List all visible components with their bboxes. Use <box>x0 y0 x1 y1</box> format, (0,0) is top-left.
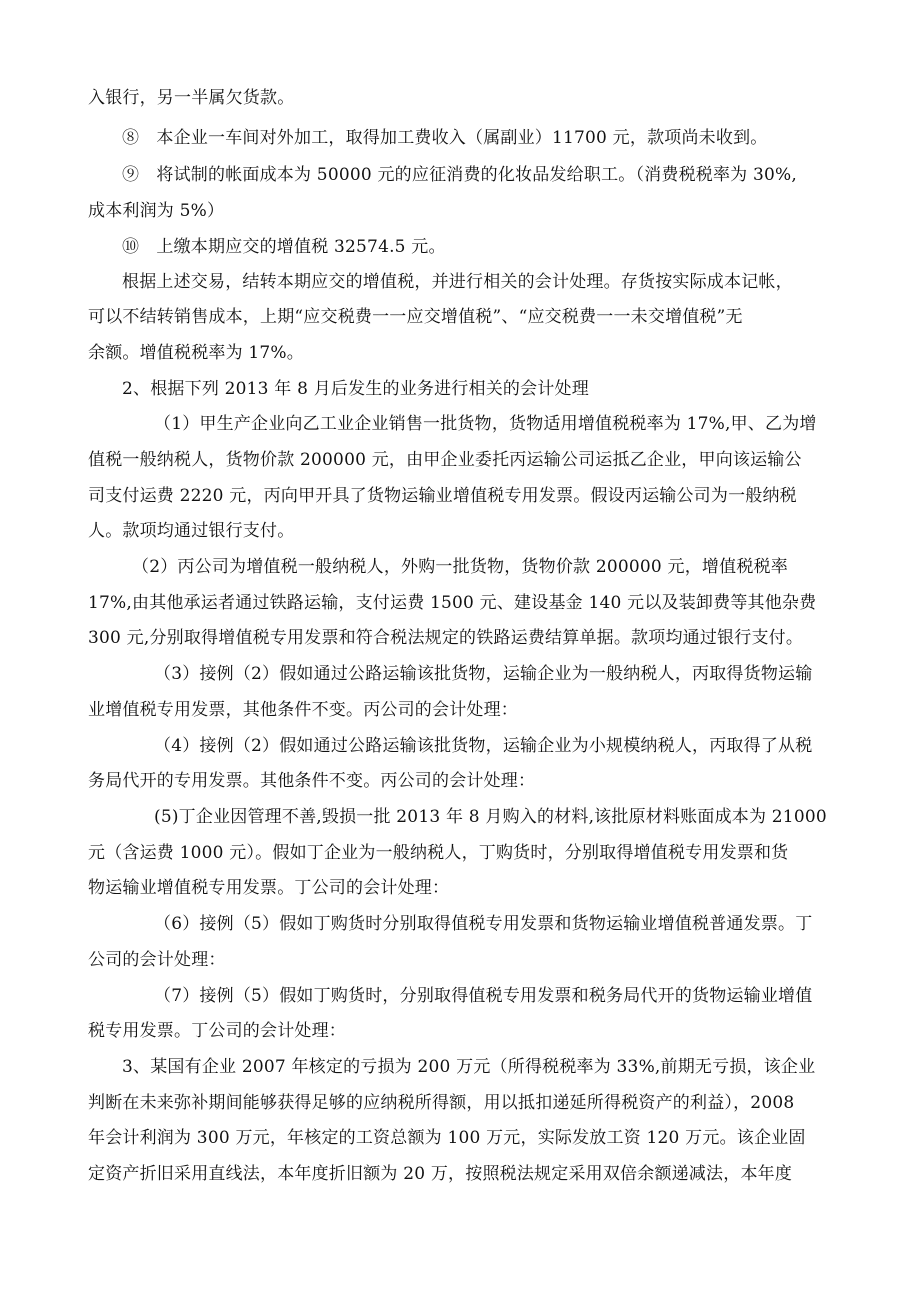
text-line: ⑨ 将试制的帐面成本为 50000 元的应征消费的化妆品发给职工。（消费税税率为 30%, <box>122 165 797 185</box>
section-heading: 2、根据下列 2013 年 8 月后发生的业务进行相关的会计处理 <box>122 379 589 399</box>
text-line: （1）甲生产企业向乙工业企业销售一批货物，货物适用增值税税率为 17%,甲、乙为增 <box>154 414 817 434</box>
text-line: 司支付运费 2220 元，丙向甲开具了货物运输业增值税专用发票。假设丙运输公司为一般纳税 <box>88 486 797 506</box>
text-line: （2）丙公司为增值税一般纳税人，外购一批货物，货物价款 200000 元，增值税税率 <box>132 557 788 577</box>
text-line: 成本利润为 5%） <box>88 201 225 221</box>
section-heading: 3、某国有企业 2007 年核定的亏损为 200 万元（所得税税率为 33%,前期无亏损，该企业 <box>122 1057 816 1077</box>
text-line: 年会计利润为 300 万元，年核定的工资总额为 100 万元，实际发放工资 120 万元。该企业固 <box>88 1128 806 1148</box>
text-line: （6）接例（5）假如丁购货时分别取得值税专用发票和货物运输业增值税普通发票。丁 <box>154 914 813 934</box>
text-line: 务局代开的专用发票。其他条件不变。丙公司的会计处理： <box>88 771 536 791</box>
text-line: 根据上述交易，结转本期应交的增值税，并进行相关的会计处理。存货按实际成本记帐， <box>122 272 793 292</box>
text-line: 公司的会计处理： <box>88 950 226 970</box>
text-line: 税专用发票。丁公司的会计处理： <box>88 1021 346 1041</box>
text-line: （4）接例（2）假如通过公路运输该批货物，运输企业为小规模纳税人，丙取得了从税 <box>154 736 813 756</box>
text-line: 300 元,分别取得增值税专用发票和符合税法规定的铁路运费结算单据。款项均通过银行支付。 <box>88 628 804 648</box>
text-line: 17%,由其他承运者通过铁路运输，支付运费 1500 元、建设基金 140 元以及装卸费等其他杂费 <box>88 593 817 613</box>
text-line: 余额。增值税税率为 17%。 <box>88 343 304 363</box>
text-line: 物运输业增值税专用发票。丁公司的会计处理： <box>88 878 450 898</box>
text-line: 值税一般纳税人，货物价款 200000 元，由甲企业委托丙运输公司运抵乙企业，甲向该运输公 <box>88 450 802 470</box>
text-line: ⑧ 本企业一车间对外加工，取得加工费收入（属副业）11700 元，款项尚未收到。 <box>122 128 768 148</box>
text-line: 元（含运费 1000 元）。假如丁企业为一般纳税人，丁购货时，分别取得增值税专用发票和货 <box>88 843 789 863</box>
text-line: 入银行，另一半属欠货款。 <box>88 88 295 108</box>
text-line: ⑩ 上缴本期应交的增值税 32574.5 元。 <box>122 237 446 257</box>
text-line: 可以不结转销售成本，上期“应交税费一一应交增值税”、“应交税费一一未交增值税”无 <box>88 307 743 327</box>
text-line: 判断在未来弥补期间能够获得足够的应纳税所得额，用以抵扣递延所得税资产的利益），2008 <box>88 1093 795 1113</box>
text-line: （7）接例（5）假如丁购货时，分别取得值税专用发票和税务局代开的货物运输业增值 <box>154 986 813 1006</box>
text-line: (5)丁企业因管理不善,毁损一批 2013 年 8 月购入的材料,该批原材料账面成本为 21000 <box>154 807 827 827</box>
text-line: （3）接例（2）假如通过公路运输该批货物，运输企业为一般纳税人，丙取得货物运输 <box>154 664 813 684</box>
text-line: 定资产折旧采用直线法，本年度折旧额为 20 万，按照税法规定采用双倍余额递减法，本年度 <box>88 1164 793 1184</box>
text-line: 业增值税专用发票，其他条件不变。丙公司的会计处理： <box>88 700 518 720</box>
text-line: 人。款项均通过银行支付。 <box>88 521 295 541</box>
